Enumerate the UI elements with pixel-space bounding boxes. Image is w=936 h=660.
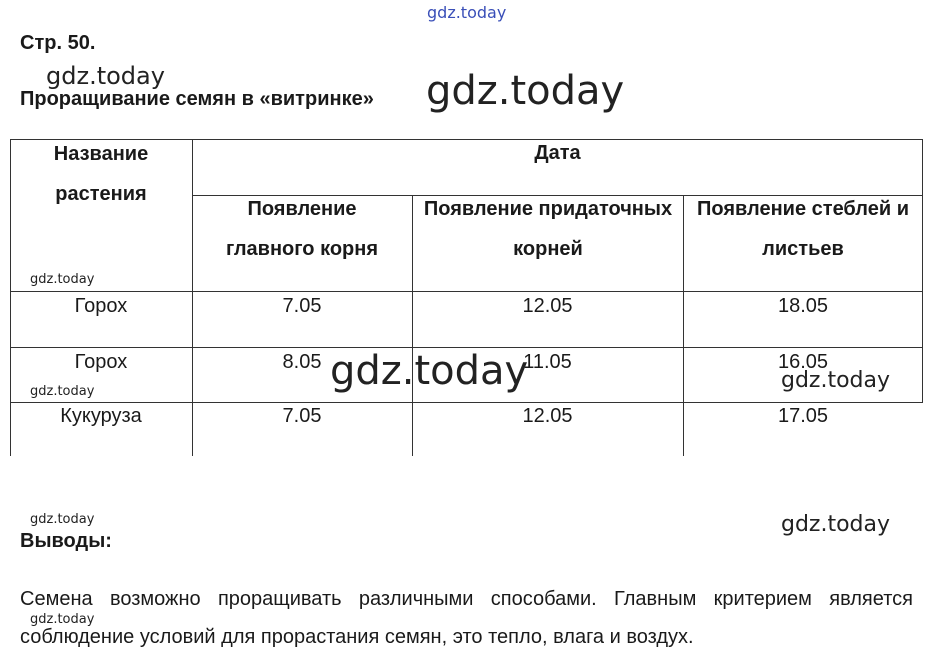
document-title: Проращивание семян в «витринке»	[20, 88, 374, 110]
watermark: gdz.today	[427, 3, 507, 22]
germination-table	[10, 139, 923, 456]
row3-adventitious-roots: 12.05	[522, 405, 573, 427]
watermark: gdz.today	[781, 368, 891, 393]
header-main-root: Появление главного корня	[225, 198, 379, 260]
watermark: gdz.today	[30, 612, 95, 627]
row2-plant: Горох	[74, 351, 128, 373]
watermark: gdz.today	[30, 512, 95, 527]
row3-stems-leaves: 17.05	[777, 405, 829, 427]
header-stems-leaves: Появление стеблей и листьев	[697, 198, 909, 260]
header-plant-name: Название растения	[53, 143, 149, 205]
watermark: gdz.today	[30, 272, 95, 287]
page-reference: Стр. 50.	[20, 32, 96, 54]
row2-main-root: 8.05	[282, 351, 322, 373]
conclusions-heading: Выводы:	[20, 530, 112, 552]
row1-adventitious-roots: 12.05	[522, 295, 573, 317]
watermark: gdz.today	[46, 62, 165, 90]
watermark: gdz.today	[781, 512, 891, 537]
row1-main-root: 7.05	[282, 295, 322, 317]
row3-main-root: 7.05	[282, 405, 322, 427]
row1-plant: Горох	[74, 295, 128, 317]
row3-plant: Кукуруза	[60, 405, 142, 427]
row2-stems-leaves: 16.05	[777, 351, 829, 373]
watermark: gdz.today	[30, 384, 95, 399]
watermark: gdz.today	[426, 68, 625, 114]
row1-stems-leaves: 18.05	[777, 295, 829, 317]
conclusions-text: Семена возможно проращивать различными способами. Главным критерием является соблюдение условий для прорастания семян, это тепло, влага и воздух.	[20, 588, 913, 648]
watermark: gdz.today	[330, 348, 529, 394]
row2-adventitious-roots: 11.05	[523, 351, 572, 373]
header-adventitious-roots: Появление придаточных корней	[423, 198, 673, 260]
header-date: Дата	[534, 142, 581, 164]
